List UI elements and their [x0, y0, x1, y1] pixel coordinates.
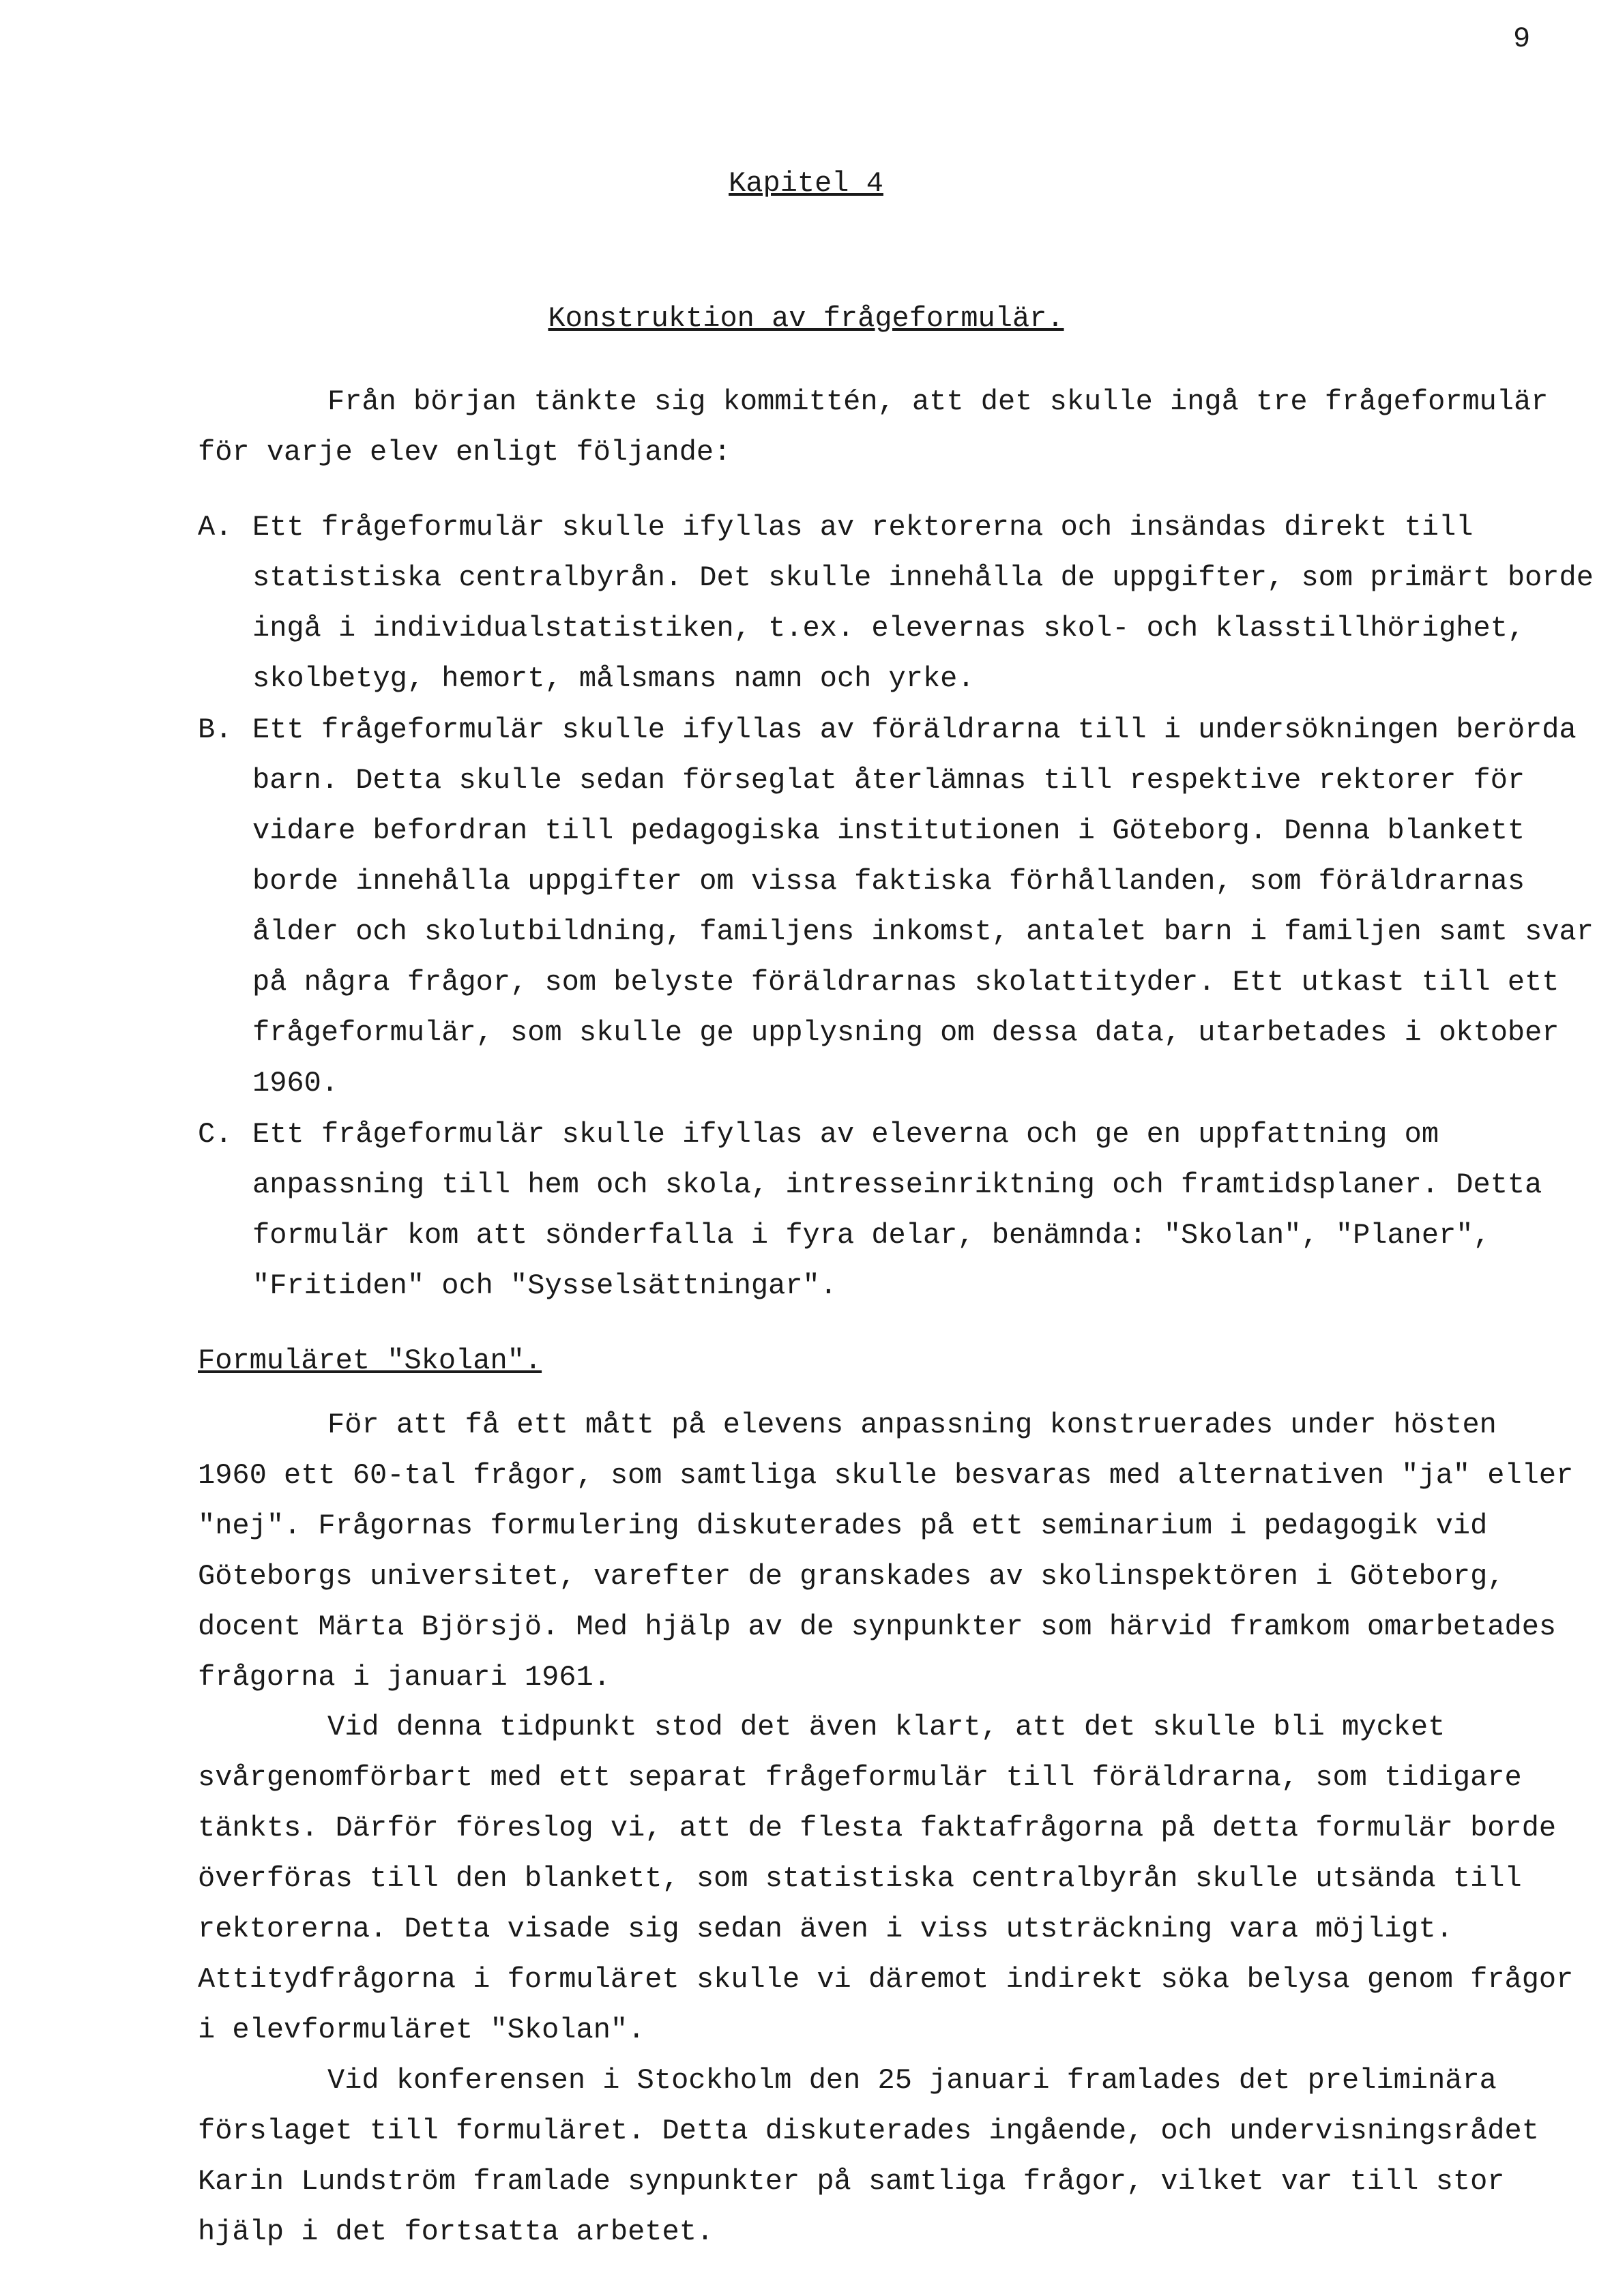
list-item-text: Ett frågeformulär skulle ifyllas av rektorerna och insändas direkt till statistiska centralbyrån. Det skulle innehålla de uppgifter, som primärt borde ingå i individualstatistiken, t.ex. elevernas skol- och klasstillhörighet, skolbetyg, hemort, målsmans namn och yrke.	[252, 511, 1611, 695]
intro-paragraph: Från början tänkte sig kommittén, att det skulle ingå tre frågeformulär för varje elev enligt följande:	[198, 385, 1566, 469]
subheading	[198, 1336, 542, 1386]
subheading-text: Formuläret "Skolan".	[198, 1344, 542, 1377]
body-paragraph-2: Vid denna tidpunkt stod det även klart, att det skulle bli mycket svårgenomförbart med ett separat frågeformulär till föräldrarna, som tidigare tänkts. Därför föreslog vi, att de flesta faktafrågorna på detta formulär borde överföras till den blankett, som statistiska centralbyrån skulle utsända till rektorerna. Detta visade sig sedan även i viss utsträckning vara möjligt. Attitydfrågorna i formuläret skulle vi däremot indirekt söka belysa genom frågor i elevformuläret "Skolan".	[198, 1711, 1591, 2046]
body-paragraph-1: För att få ett mått på elevens anpassning konstruerades under hösten 1960 ett 60-tal frågor, som samtliga skulle besvaras med alternativen "ja" eller "nej". Frågornas formulering diskuterades på ett seminarium i pedagogik vid Göteborgs universitet, varefter de granskades av skolinspektören i Göteborg, docent Märta Björsjö. Med hjälp av de synpunkter som härvid framkom omarbetades frågorna i januari 1961.	[198, 1409, 1591, 1694]
list-item-label: B.	[198, 713, 233, 746]
list-item-text: Ett frågeformulär skulle ifyllas av eleverna och ge en uppfattning om anpassning till hem och skola, intresseinriktning och framtidsplaner. Detta formulär kom att sönderfalla i fyra delar, benämnda: "Skolan", "Planer", "Fritiden" och "Sysselsättningar".	[252, 1118, 1559, 1302]
list-item-c	[198, 1109, 1596, 1311]
list-item-text: Ett frågeformulär skulle ifyllas av föräldrarna till i undersökningen berörda barn. Detta skulle sedan förseglat återlämnas till respektive rektorer för vidare befordran till pedagogiska institutionen i Göteborg. Denna blankett borde innehålla uppgifter om vissa faktiska förhållanden, som föräldrarnas ålder och skolutbildning, familjens inkomst, antalet barn i familjen samt svar på några frågor, som belyste föräldrarnas skolattityder. Ett utkast till ett frågeformulär, som skulle ge upplysning om dessa data, utarbetades i oktober 1960.	[252, 713, 1611, 1100]
page-number: 9	[1513, 23, 1531, 55]
body-paragraph-3: Vid konferensen i Stockholm den 25 januari framlades det preliminära förslaget till formuläret. Detta diskuterades ingående, och undervisningsrådet Karin Lundström framlade synpunkter på samtliga frågor, vilket var till stor hjälp i det fortsatta arbetet.	[198, 2064, 1557, 2248]
list-item-label: A.	[198, 511, 233, 544]
section-heading-text: Konstruktion av frågeformulär.	[548, 302, 1064, 335]
section-heading	[0, 293, 1612, 344]
list-item-b	[198, 705, 1611, 1108]
chapter-title	[0, 158, 1612, 209]
chapter-title-text: Kapitel 4	[729, 167, 883, 200]
list-item-a	[198, 502, 1611, 704]
list-item-label: C.	[198, 1118, 233, 1151]
